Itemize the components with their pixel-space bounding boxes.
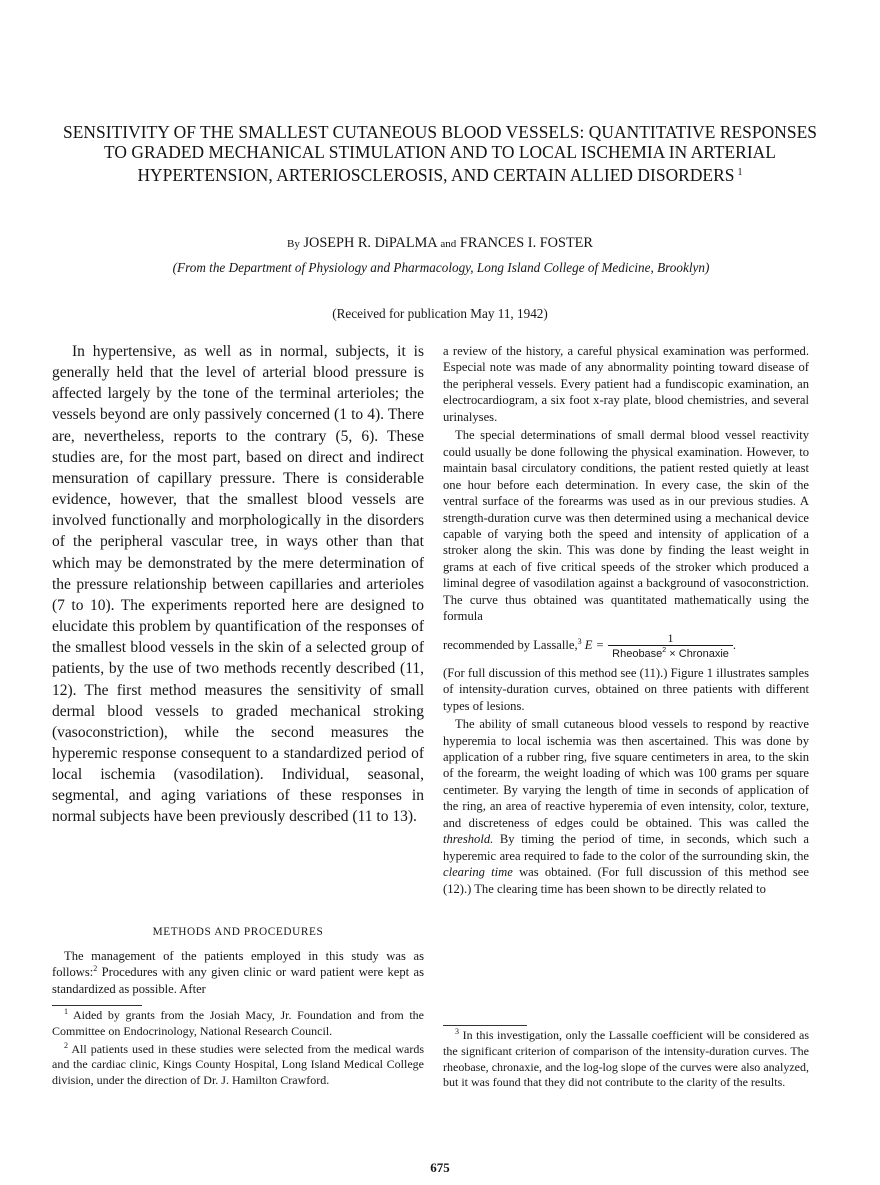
formula-lhs: E = [584,638,605,653]
para3-a: The ability of small cutaneous blood vessels to respond by reactive hyperemia to local ischemia was then ascertained. This was done by application of a rubber ring, five square centimeters in area, to the skin of the forearm, the weight loading of which was 100 grams per square centimeter. By varying the length of time in seconds of application of the ring, an area of reactive hyperemia of even intensity, color, texture, and discreteness of edges could be obtained. This was called the [443,717,809,830]
byline-and: and [440,238,457,250]
received-date: (Received for publication May 11, 1942) [332,306,548,321]
footnote-marker-2: 2 [93,964,98,974]
formula-exponent: 2 [662,646,667,654]
formula-rheobase: Rheobase [612,647,663,660]
lassalle-formula [443,631,809,661]
footnote-2-number: 2 [64,1040,68,1050]
right-paragraph-2: The special determinations of small dermal blood vessel reactivity could usually be done following the physical examination. However, to maintain basal circulatory conditions, the patient rested quietly at least one hour before each determination. In every case, the skin of the ventral surface of the forearms was used as in our previous studies. A strength-duration curve was then determined using a mechanical device capable of varying both the speed and intensity of application of a stroker along the skin. This was done by finding the least weight in grams at each of five critical speeds of the stroker which produced a liminal degree of vasodilation against a background of vasoconstriction. The curve thus obtained was quantitated mathematically using the formula [443,428,809,624]
footnote-2-text: All patients used in these studies were selected from the medical wards and the cardiac clinic, Kings County Hospital, Long Island Medical College division, under the direction of Dr. J. Hamilton Crawford. [52,1041,425,1088]
formula-lead [443,637,604,653]
article-title-text: SENSITIVITY OF THE SMALLEST CUTANEOUS BLOOD VESSELS: QUANTITATIVE RESPONSES TO GRADED MECHANICAL STIMULATION AND TO LOCAL ISCHEMIA IN ARTERIAL HYPERTENSION, ARTERIOSCLEROSIS, AND CERTAIN ALLIED DISORDERS [63,122,817,185]
article-title [50,122,830,185]
author-1: JOSEPH R. DiPALMA [303,235,437,251]
right-paragraph-3 [443,716,809,897]
footnote-3-number: 3 [455,1027,459,1036]
footnote-3-text: In this investigation, only the Lassalle coefficient will be considered as the significant criterion of comparison of the intensity-duration curves. The rheobase, chronaxie, and the log-log slope of the curves were also analyzed, but it was found that they did not contribute to the clarity of the results. [443,1028,810,1090]
para3-b: By timing the period of time, in seconds, which such a hyperemic area required to fade to the color of the surrounding skin, the [443,832,809,863]
formula-numerator: 1 [667,630,674,645]
para3-c: was obtained. (For full discussion of this method see (12).) The clearing time has been shown to be directly related to [443,865,809,896]
footnote-rule-right [443,1025,527,1026]
page-number: 675 [430,1160,450,1175]
methods-text [52,948,424,997]
right-paragraph-2-tail: (For full discussion of this method see (11).) Figure 1 illustrates samples of intensity-duration curves, obtained on three patients with different types of lesions. [443,665,809,713]
methods-heading: METHODS AND PROCEDURES [152,926,324,938]
term-threshold: threshold. [443,832,494,847]
methods-paragraph [52,948,424,997]
footnote-2 [52,1042,424,1089]
methods-text-after: Procedures with any given clinic or ward patient were kept as standardized as possible. After [52,965,424,996]
formula-fraction [608,631,733,661]
formula-lead-text: recommended by Lassalle, [443,638,578,653]
title-footnote-marker: 1 [737,166,743,178]
formula-end: . [732,638,737,653]
footnotes-right [443,1028,809,1091]
term-clearing-time: clearing time [443,865,513,880]
intro-paragraph: In hypertensive, as well as in normal, subjects, it is generally held that the level of arterial blood pressure is affected largely by the tone of the terminal arterioles; the vessels beyond are only passively concerned (1 to 4). There are, nevertheless, reports to the contrary (5, 6). These studies are, for the most part, based on direct and indirect mensuration of capillary pressure. There is considerable evidence, however, that the smallest blood vessels are involved functionally and morphologically in the disorders of the peripheral vascular tree, in ways other than that which may be demonstrated by the mere determination of the pressure relationship between capillaries and arterioles (7 to 10). The experiments reported here are designed to elucidate this problem by quantification of the responses of the smallest blood vessels in the skin of a selected group of patients, by the use of two methods recently described (11, 12). The first method measures the sensitivity of small dermal blood vessels to graded mechanical stroking (vasoconstriction), while the second measures the hyperemic response consequent to a standardized period of local ischemia (vasodilation). Individual, seasonal, segmental, and aging variations of these responses in normal subjects have been previously described (11 to 13). [52,343,424,826]
right-column [443,343,809,899]
byline-by: By [287,238,300,250]
footnote-1 [52,1008,424,1040]
formula-chronaxie: × Chronaxie [669,647,729,660]
footnote-1-text: Aided by grants from the Josiah Macy, Jr. Foundation and from the Committee on Endocrinology, National Research Council. [52,1008,424,1038]
byline [50,234,830,253]
footnotes-left [52,1008,424,1091]
footnote-marker-3: 3 [577,637,582,647]
footnote-3 [443,1028,809,1091]
right-paragraph-1: a review of the history, a careful physical examination was performed. Especial note was made of any abnormality pointing toward disease of the peripheral vessels. Every patient had a fundiscopic examination, an electrocardiogram, a six foot x-ray plate, blood chemistries, and several urinalyses. [443,344,809,424]
methods-text-before: The management of the patients employed in this study was as follows: [52,949,424,980]
footnote-1-number: 1 [64,1007,68,1016]
formula-denominator [608,645,733,661]
footnote-rule-left [52,1005,142,1006]
left-column [52,341,424,828]
author-2: FRANCES I. FOSTER [459,235,593,251]
affiliation: (From the Department of Physiology and Pharmacology, Long Island College of Medicine, Brooklyn) [172,260,710,275]
